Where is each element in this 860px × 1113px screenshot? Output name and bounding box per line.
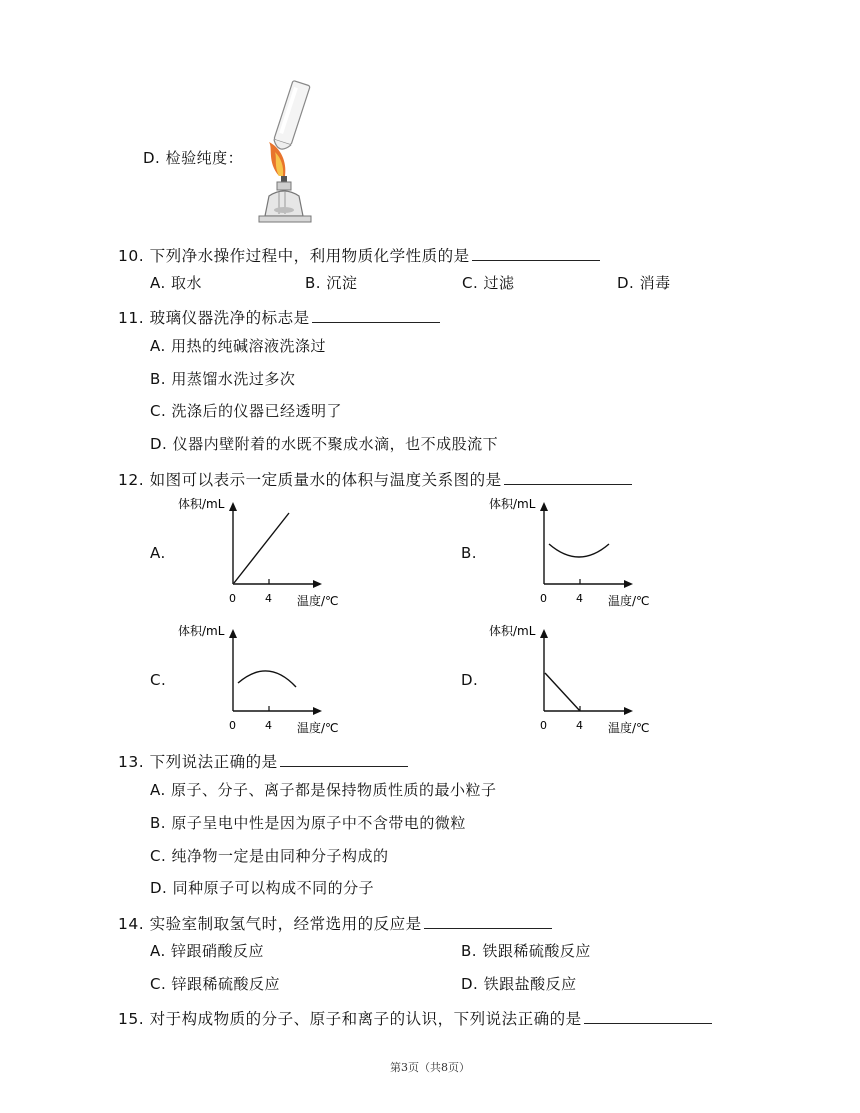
q9-option-d: D. 检验纯度：: [143, 149, 244, 167]
q13-option-c: C. 纯净物一定是由同种分子构成的: [150, 847, 389, 865]
q12-option-b: B.: [461, 544, 478, 562]
graph-d-origin: 0: [540, 719, 547, 732]
answer-blank[interactable]: [584, 1009, 712, 1024]
graph-a-tick: 4: [265, 592, 272, 605]
question-13-text: 13. 下列说法正确的是: [118, 753, 278, 771]
graph-d: [487, 621, 667, 739]
alcohol-lamp-test-tube-illustration: [255, 78, 325, 226]
q12-option-c: C.: [150, 671, 167, 689]
answer-blank[interactable]: [472, 246, 600, 261]
page-footer: 第3页（共8页）: [390, 1061, 470, 1074]
graph-a-origin: 0: [229, 592, 236, 605]
q12-option-d: D.: [461, 671, 479, 689]
graph-b-tick: 4: [576, 592, 583, 605]
question-11: [118, 306, 440, 328]
question-10: [118, 244, 600, 266]
q10-option-b: B. 沉淀: [305, 274, 358, 292]
q11-option-a: A. 用热的纯碱溶液洗涤过: [150, 337, 327, 355]
question-12-text: 12. 如图可以表示一定质量水的体积与温度关系图的是: [118, 471, 502, 489]
q13-option-b: B. 原子呈电中性是因为原子中不含带电的微粒: [150, 814, 466, 832]
q13-option-a: A. 原子、分子、离子都是保持物质性质的最小粒子: [150, 781, 497, 799]
graph-c: [176, 621, 356, 739]
graph-c-origin: 0: [229, 719, 236, 732]
q10-option-a: A. 取水: [150, 274, 203, 292]
graph-b-ylabel: 体积/mL: [489, 497, 536, 511]
graph-d-curve: [545, 673, 580, 711]
q14-option-d: D. 铁跟盐酸反应: [461, 975, 577, 993]
q11-option-b: B. 用蒸馏水洗过多次: [150, 370, 296, 388]
graph-c-tick: 4: [265, 719, 272, 732]
q14-option-a: A. 锌跟硝酸反应: [150, 942, 265, 960]
graph-d-tick: 4: [576, 719, 583, 732]
graph-c-xlabel: 温度/℃: [297, 721, 339, 735]
question-15-text: 15. 对于构成物质的分子、原子和离子的认识，下列说法正确的是: [118, 1010, 582, 1028]
graph-b-origin: 0: [540, 592, 547, 605]
q14-option-c: C. 锌跟稀硫酸反应: [150, 975, 281, 993]
graph-d-xlabel: 温度/℃: [608, 721, 650, 735]
question-14-text: 14. 实验室制取氢气时，经常选用的反应是: [118, 915, 422, 933]
question-13: [118, 750, 408, 772]
answer-blank[interactable]: [504, 470, 632, 485]
graph-a-xlabel: 温度/℃: [297, 594, 339, 608]
graph-c-ylabel: 体积/mL: [178, 624, 225, 638]
question-10-text: 10. 下列净水操作过程中，利用物质化学性质的是: [118, 247, 470, 265]
q13-option-d: D. 同种原子可以构成不同的分子: [150, 879, 375, 897]
q11-option-d: D. 仪器内壁附着的水既不聚成水滴，也不成股流下: [150, 435, 499, 453]
graph-c-curve: [238, 671, 296, 687]
question-14: [118, 912, 552, 934]
answer-blank[interactable]: [312, 308, 440, 323]
question-15: [118, 1007, 712, 1029]
q11-option-c: C. 洗涤后的仪器已经透明了: [150, 402, 343, 420]
q14-option-b: B. 铁跟稀硫酸反应: [461, 942, 591, 960]
graph-b-curve: [549, 544, 609, 557]
graph-b: [487, 494, 667, 612]
graph-a: [176, 494, 356, 612]
q12-option-a: A.: [150, 544, 166, 562]
graph-b-xlabel: 温度/℃: [608, 594, 650, 608]
q10-option-d: D. 消毒: [617, 274, 671, 292]
answer-blank[interactable]: [280, 752, 408, 767]
q10-option-c: C. 过滤: [462, 274, 515, 292]
graph-d-ylabel: 体积/mL: [489, 624, 536, 638]
question-12: [118, 468, 632, 490]
graph-a-ylabel: 体积/mL: [178, 497, 225, 511]
graph-a-curve: [234, 513, 289, 583]
answer-blank[interactable]: [424, 914, 552, 929]
question-11-text: 11. 玻璃仪器洗净的标志是: [118, 309, 310, 327]
